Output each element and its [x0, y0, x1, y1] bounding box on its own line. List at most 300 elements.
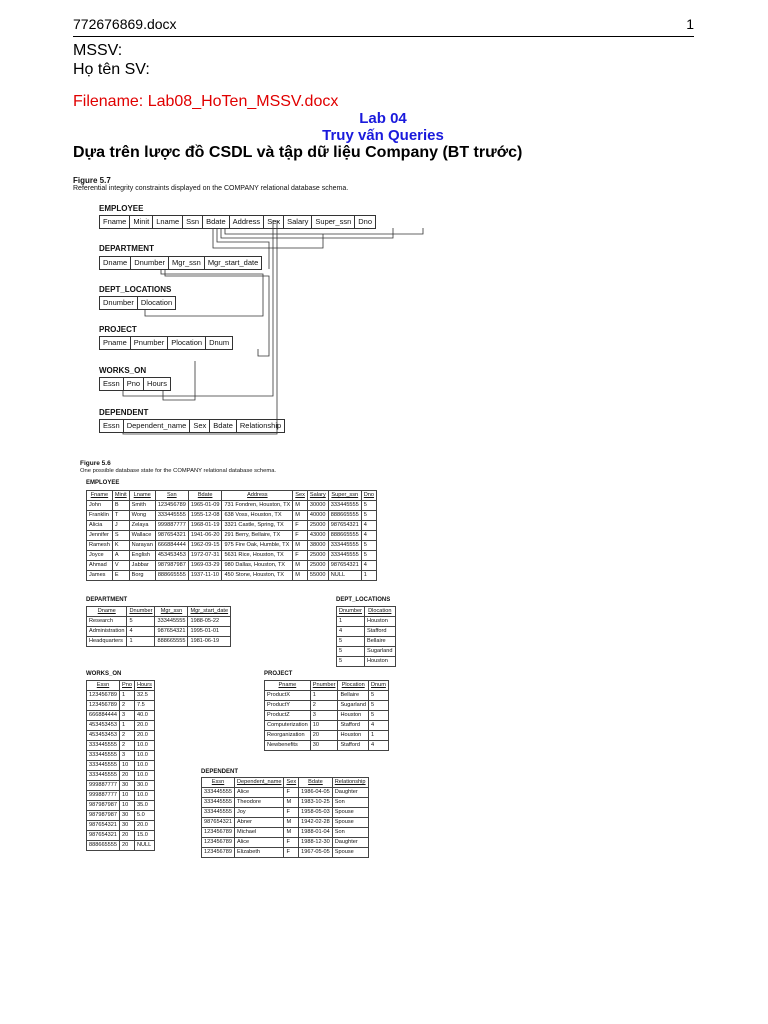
table-cell: 1	[337, 617, 365, 627]
table-cell: 7.5	[134, 701, 154, 711]
table-cell: 1937-11-10	[188, 571, 222, 581]
table-cell: Wong	[129, 511, 155, 521]
table-cell: Elizabeth	[235, 848, 284, 858]
table-row	[202, 848, 369, 858]
table-cell: 1	[310, 691, 338, 701]
table-header-row	[87, 607, 231, 617]
table-row	[202, 838, 369, 848]
table-cell: 1986-04-05	[299, 788, 333, 798]
table-cell: 1988-01-04	[299, 828, 333, 838]
schema-attribute: Address	[230, 216, 265, 228]
table-cell: 5	[127, 617, 155, 627]
table-cell: 123456789	[202, 828, 235, 838]
table-cell: 4	[368, 741, 388, 751]
table-cell: ProductZ	[265, 711, 311, 721]
table-cell: K	[112, 541, 129, 551]
table-cell: 5	[337, 647, 365, 657]
table-cell: Computerization	[265, 721, 311, 731]
table-cell: Daughter	[332, 788, 368, 798]
table-row	[87, 731, 155, 741]
table-cell: 638 Voss, Houston, TX	[222, 511, 293, 521]
table-row	[202, 798, 369, 808]
table-cell: Houston	[365, 657, 396, 667]
table-cell: 10.0	[134, 761, 154, 771]
table-cell: 15.0	[134, 831, 154, 841]
table-cell: Joyce	[87, 551, 113, 561]
table-cell: 20.0	[134, 721, 154, 731]
table-cell: 5.0	[134, 811, 154, 821]
table-cell: 453453453	[87, 731, 120, 741]
table-cell: M	[293, 561, 308, 571]
table-row	[265, 701, 389, 711]
table-cell: 1969-03-29	[188, 561, 222, 571]
table-cell: Jennifer	[87, 531, 113, 541]
table-cell: 1988-12-30	[299, 838, 333, 848]
table-cell: 30	[120, 811, 135, 821]
table-cell: Borg	[129, 571, 155, 581]
table-cell: 987654321	[202, 818, 235, 828]
table-cell: Michael	[235, 828, 284, 838]
table-cell: 987654321	[87, 821, 120, 831]
table-cell: 123456789	[202, 848, 235, 858]
schema-attribute: Dno	[358, 217, 373, 226]
table-cell: James	[87, 571, 113, 581]
table-cell: 5631 Rice, Houston, TX	[222, 551, 293, 561]
table-cell: Narayan	[129, 541, 155, 551]
table-cell: 20	[120, 771, 135, 781]
table-cell: Spouse	[332, 808, 368, 818]
table-cell: E	[112, 571, 129, 581]
table-cell: 123456789	[87, 691, 120, 701]
column-header: Essn	[87, 681, 120, 691]
column-header: Minit	[112, 491, 129, 501]
column-header: Bdate	[188, 491, 222, 501]
table-cell: 1	[361, 571, 376, 581]
table-row	[87, 771, 155, 781]
table-cell: Sugarland	[338, 701, 369, 711]
table-cell: 333445555	[328, 501, 361, 511]
table-cell: V	[112, 561, 129, 571]
table-cell: 123456789	[155, 501, 188, 511]
table-row	[87, 561, 377, 571]
table-cell: Alice	[235, 838, 284, 848]
schema-employee-title: EMPLOYEE	[99, 204, 144, 213]
table-header-row	[337, 607, 396, 617]
table-cell: 40000	[307, 511, 328, 521]
state-project-title: PROJECT	[264, 671, 293, 677]
table-cell: F	[293, 521, 308, 531]
column-header: Bdate	[299, 778, 333, 788]
table-cell: 1972-07-31	[188, 551, 222, 561]
schema-attribute: Essn	[100, 420, 124, 432]
table-cell: 453453453	[155, 551, 188, 561]
table-cell: 1958-05-03	[299, 808, 333, 818]
table-cell: Jabbar	[129, 561, 155, 571]
table-cell: 987654321	[155, 627, 188, 637]
schema-attribute: Dnum	[209, 338, 230, 347]
table-cell: Smith	[129, 501, 155, 511]
table-cell: 450 Stone, Houston, TX	[222, 571, 293, 581]
column-header: Dnumber	[337, 607, 365, 617]
filename-instruction: Filename: Lab08_HoTen_MSSV.docx	[73, 93, 339, 110]
table-cell: 3	[120, 751, 135, 761]
table-cell: 1995-01-01	[188, 627, 231, 637]
table-row	[337, 647, 396, 657]
schema-attribute: Dlocation	[140, 298, 173, 307]
table-row	[337, 627, 396, 637]
table-cell: 987987987	[155, 561, 188, 571]
schema-attribute: Super_ssn	[312, 216, 355, 228]
table-cell: 25000	[307, 521, 328, 531]
state-dependent-table	[201, 777, 369, 858]
table-row	[87, 701, 155, 711]
table-cell: 2	[120, 701, 135, 711]
table-cell: 10	[120, 801, 135, 811]
table-cell: 1983-10-25	[299, 798, 333, 808]
table-row	[87, 627, 231, 637]
table-cell: Stafford	[338, 721, 369, 731]
table-cell: 999887777	[87, 781, 120, 791]
table-cell: 20.0	[134, 821, 154, 831]
state-project-table	[264, 680, 389, 751]
table-row	[87, 821, 155, 831]
table-row	[337, 637, 396, 647]
lab-subtitle: Truy vấn Queries	[322, 127, 444, 144]
table-cell: M	[284, 818, 299, 828]
table-cell: 10.0	[134, 791, 154, 801]
table-cell: 888665555	[155, 637, 188, 647]
schema-dept-locations-title: DEPT_LOCATIONS	[99, 285, 172, 294]
table-cell: 3	[310, 711, 338, 721]
table-cell: 5	[368, 711, 388, 721]
table-cell: Sugarland	[365, 647, 396, 657]
table-cell: 10.0	[134, 741, 154, 751]
table-cell: Reorganization	[265, 731, 311, 741]
table-cell: 333445555	[155, 617, 188, 627]
column-header: Dependent_name	[235, 778, 284, 788]
table-row	[265, 741, 389, 751]
table-cell: 987654321	[328, 521, 361, 531]
document-filename: 772676869.docx	[73, 16, 177, 32]
student-name-label: Họ tên SV:	[73, 61, 150, 78]
table-cell: 1	[120, 721, 135, 731]
table-cell: 30	[310, 741, 338, 751]
table-cell: 30.0	[134, 781, 154, 791]
schema-attribute: Bdate	[210, 420, 237, 432]
schema-department-title: DEPARTMENT	[99, 244, 154, 253]
table-cell: 5	[361, 501, 376, 511]
column-header: Sex	[293, 491, 308, 501]
table-row	[87, 781, 155, 791]
table-row	[87, 501, 377, 511]
table-cell: 333445555	[87, 761, 120, 771]
table-row	[202, 828, 369, 838]
table-cell: Houston	[338, 731, 369, 741]
table-cell: 5	[361, 511, 376, 521]
table-cell: 888665555	[328, 511, 361, 521]
table-header-row	[265, 681, 389, 691]
table-cell: 20	[120, 841, 135, 851]
table-row	[87, 511, 377, 521]
table-cell: 888665555	[328, 531, 361, 541]
referential-integrity-arrows	[73, 176, 453, 438]
schema-attribute: Lname	[153, 216, 183, 228]
column-header: Mgr_start_date	[188, 607, 231, 617]
table-cell: 1	[120, 691, 135, 701]
table-row	[87, 711, 155, 721]
table-cell: 1968-01-19	[188, 521, 222, 531]
table-cell: 123456789	[87, 701, 120, 711]
table-row	[87, 691, 155, 701]
schema-works-on-title: WORKS_ON	[99, 366, 147, 375]
table-cell: 731 Fondren, Houston, TX	[222, 501, 293, 511]
table-cell: 1941-06-20	[188, 531, 222, 541]
table-cell: 1981-06-19	[188, 637, 231, 647]
table-cell: 4	[361, 561, 376, 571]
table-cell: Stafford	[365, 627, 396, 637]
table-row	[265, 721, 389, 731]
table-cell: 4	[337, 627, 365, 637]
table-cell: 333445555	[87, 741, 120, 751]
table-cell: 453453453	[87, 721, 120, 731]
table-cell: 20.0	[134, 731, 154, 741]
table-cell: 4	[127, 627, 155, 637]
table-cell: 987654321	[328, 561, 361, 571]
schema-attribute: Hours	[147, 379, 168, 388]
table-cell: 1955-12-08	[188, 511, 222, 521]
table-row	[87, 551, 377, 561]
table-row	[87, 617, 231, 627]
table-cell: 987654321	[87, 831, 120, 841]
table-row	[202, 818, 369, 828]
table-cell: Headquarters	[87, 637, 127, 647]
figure-5-6-label: Figure 5.6	[80, 460, 111, 467]
schema-attribute: Dependent_name	[124, 420, 191, 432]
table-row	[87, 801, 155, 811]
column-header: Pno	[120, 681, 135, 691]
schema-attribute: Sex	[264, 216, 284, 228]
table-cell: 38000	[307, 541, 328, 551]
table-cell: 987654321	[155, 531, 188, 541]
table-cell: 1942-02-28	[299, 818, 333, 828]
table-row	[87, 751, 155, 761]
table-row	[337, 617, 396, 627]
schema-attribute: Dnumber	[100, 297, 138, 309]
table-cell: 1	[368, 731, 388, 741]
table-cell: 2	[120, 731, 135, 741]
figure-5-6-caption: One possible database state for the COMPANY relational database schema.	[80, 468, 277, 474]
table-cell: 980 Dallas, Houston, TX	[222, 561, 293, 571]
table-cell: Ramesh	[87, 541, 113, 551]
column-header: Pname	[265, 681, 311, 691]
table-cell: Houston	[338, 711, 369, 721]
table-cell: 987987987	[87, 801, 120, 811]
table-cell: 333445555	[87, 751, 120, 761]
table-cell: Joy	[235, 808, 284, 818]
table-cell: 4	[368, 721, 388, 731]
table-cell: 30000	[307, 501, 328, 511]
schema-attribute: Essn	[100, 378, 124, 390]
table-cell: M	[293, 571, 308, 581]
table-cell: Research	[87, 617, 127, 627]
schema-attribute: Mgr_ssn	[169, 257, 205, 269]
table-cell: 3321 Castle, Spring, TX	[222, 521, 293, 531]
table-cell: 999887777	[155, 521, 188, 531]
table-cell: F	[293, 551, 308, 561]
table-cell: J	[112, 521, 129, 531]
table-cell: 2	[120, 741, 135, 751]
task-description: Dựa trên lược đồ CSDL và tập dữ liệu Company (BT trước)	[73, 144, 523, 161]
table-cell: 888665555	[155, 571, 188, 581]
column-header: Lname	[129, 491, 155, 501]
state-works-on-title: WORKS_ON	[86, 671, 122, 677]
table-cell: F	[293, 531, 308, 541]
table-cell: Wallace	[129, 531, 155, 541]
table-cell: Newbenefits	[265, 741, 311, 751]
table-cell: 4	[361, 531, 376, 541]
column-header: Mgr_ssn	[155, 607, 188, 617]
schema-attribute: Dname	[100, 257, 131, 269]
column-header: Essn	[202, 778, 235, 788]
lab-title: Lab 04	[359, 110, 407, 127]
table-cell: F	[284, 838, 299, 848]
table-cell: 123456789	[202, 838, 235, 848]
table-cell: Son	[332, 828, 368, 838]
state-works-on-table	[86, 680, 155, 851]
figure-5-7-label: Figure 5.7	[73, 176, 111, 185]
table-cell: 55000	[307, 571, 328, 581]
page-number: 1	[686, 16, 694, 32]
table-cell: Stafford	[338, 741, 369, 751]
table-cell: 1962-09-15	[188, 541, 222, 551]
table-cell: 5	[368, 701, 388, 711]
table-cell: 25000	[307, 551, 328, 561]
figure-5-6	[80, 460, 420, 870]
table-cell: 5	[337, 637, 365, 647]
schema-attribute: Dnumber	[131, 257, 169, 269]
table-cell: Alice	[235, 788, 284, 798]
schema-project-title: PROJECT	[99, 325, 137, 334]
table-row	[87, 791, 155, 801]
table-row	[87, 831, 155, 841]
table-cell: 666884444	[87, 711, 120, 721]
table-cell: 333445555	[202, 798, 235, 808]
table-cell: 1988-05-22	[188, 617, 231, 627]
table-cell: Daughter	[332, 838, 368, 848]
table-row	[87, 761, 155, 771]
table-header-row	[87, 491, 377, 501]
table-cell: 30	[120, 821, 135, 831]
table-row	[87, 811, 155, 821]
table-cell: 43000	[307, 531, 328, 541]
table-cell: Spouse	[332, 848, 368, 858]
schema-attribute: Mgr_start_date	[207, 258, 259, 267]
table-row	[87, 541, 377, 551]
table-cell: 1965-01-09	[188, 501, 222, 511]
schema-attribute: Pname	[100, 337, 131, 349]
table-cell: 10	[310, 721, 338, 731]
table-cell: Bellaire	[338, 691, 369, 701]
table-cell: F	[284, 788, 299, 798]
table-cell: 30	[120, 781, 135, 791]
table-cell: A	[112, 551, 129, 561]
mssv-label: MSSV:	[73, 42, 123, 59]
state-employee-title: EMPLOYEE	[86, 480, 120, 486]
table-cell: ProductX	[265, 691, 311, 701]
table-cell: 333445555	[202, 788, 235, 798]
table-row	[337, 657, 396, 667]
column-header: Dname	[87, 607, 127, 617]
schema-attribute: Fname	[100, 216, 130, 228]
schema-dependent-title: DEPENDENT	[99, 408, 149, 417]
table-cell: Son	[332, 798, 368, 808]
table-cell: 5	[361, 541, 376, 551]
schema-attribute: Relationship	[239, 421, 282, 430]
state-dependent-title: DEPENDENT	[201, 769, 239, 775]
table-cell: 20	[310, 731, 338, 741]
table-row	[87, 637, 231, 647]
column-header: Relationship	[332, 778, 368, 788]
table-row	[265, 731, 389, 741]
table-cell: 666884444	[155, 541, 188, 551]
table-row	[202, 808, 369, 818]
table-cell: Administration	[87, 627, 127, 637]
table-cell: NULL	[134, 841, 154, 851]
table-header-row	[202, 778, 369, 788]
schema-attribute: Minit	[130, 216, 153, 228]
column-header: Super_ssn	[328, 491, 361, 501]
table-cell: John	[87, 501, 113, 511]
state-department-title: DEPARTMENT	[86, 597, 128, 603]
table-cell: F	[284, 808, 299, 818]
table-cell: NULL	[328, 571, 361, 581]
table-cell: Houston	[365, 617, 396, 627]
table-cell: M	[284, 798, 299, 808]
table-row	[265, 691, 389, 701]
table-cell: 5	[361, 551, 376, 561]
table-cell: 10	[120, 761, 135, 771]
figure-5-7-caption: Referential integrity constraints displayed on the COMPANY relational database schema.	[73, 185, 349, 192]
table-cell: B	[112, 501, 129, 511]
column-header: Plocation	[338, 681, 369, 691]
table-row	[202, 788, 369, 798]
table-row	[87, 841, 155, 851]
schema-attribute: Bdate	[203, 216, 230, 228]
table-cell: 10	[120, 791, 135, 801]
table-cell: 1	[127, 637, 155, 647]
table-cell: 20	[120, 831, 135, 841]
schema-attribute: Salary	[284, 216, 312, 228]
table-cell: 333445555	[87, 771, 120, 781]
table-cell: English	[129, 551, 155, 561]
schema-attribute: Sex	[190, 420, 210, 432]
table-cell: 999887777	[87, 791, 120, 801]
table-cell: 2	[310, 701, 338, 711]
table-cell: 1967-05-05	[299, 848, 333, 858]
table-cell: M	[293, 511, 308, 521]
schema-attribute: Plocation	[168, 337, 206, 349]
table-cell: S	[112, 531, 129, 541]
table-cell: Bellaire	[365, 637, 396, 647]
table-header-row	[87, 681, 155, 691]
column-header: Salary	[307, 491, 328, 501]
state-department-table	[86, 606, 231, 647]
column-header: Dno	[361, 491, 376, 501]
column-header: Sex	[284, 778, 299, 788]
table-cell: Spouse	[332, 818, 368, 828]
table-cell: 10.0	[134, 771, 154, 781]
table-cell: 35.0	[134, 801, 154, 811]
